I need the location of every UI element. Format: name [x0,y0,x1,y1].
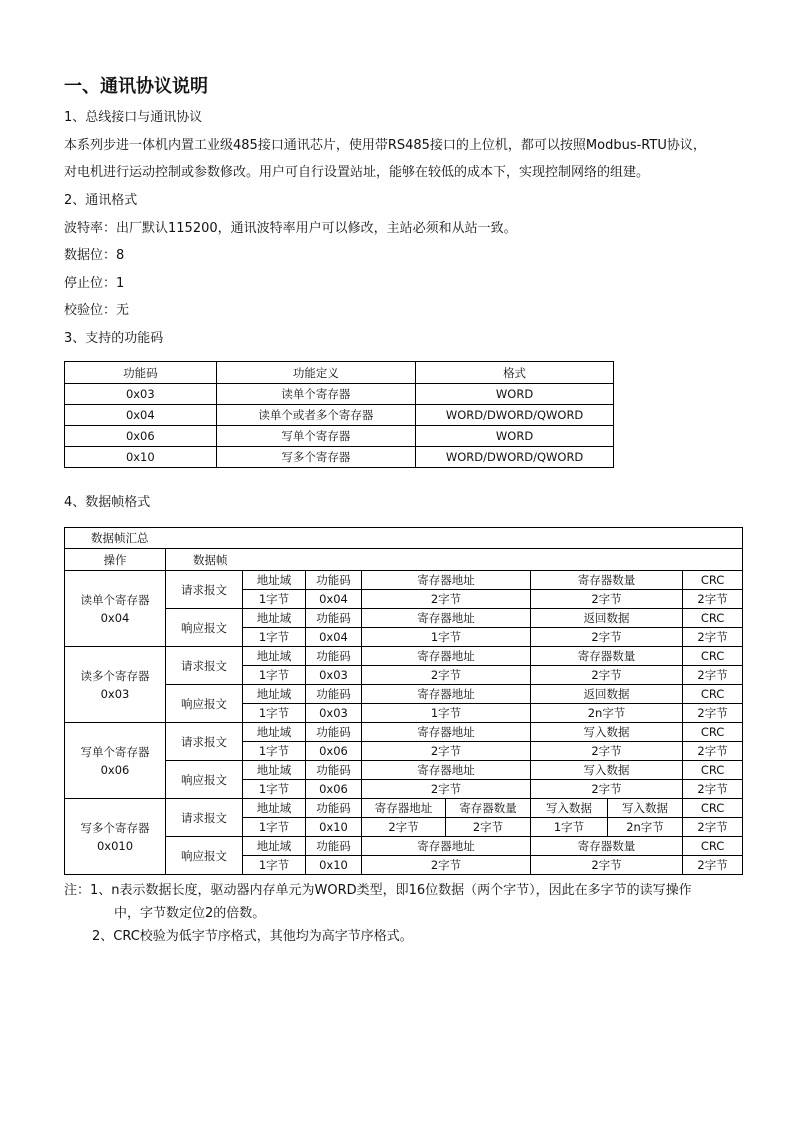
table-row [65,799,743,818]
table-row [65,647,743,666]
size-cell: 2字节 [683,856,743,875]
frame-table-title: 数据帧汇总 [65,528,743,549]
field-write-data: 写入数据 [608,799,683,818]
size-cell: 2字节 [683,628,743,647]
size-cell: 2字节 [683,818,743,837]
response-label: 响应报文 [166,761,243,799]
field-register-address: 寄存器地址 [362,609,531,628]
field-return-data: 返回数据 [531,685,683,704]
field-crc: CRC [683,571,743,590]
size-cell: 1字节 [243,742,306,761]
function-code-value: 0x03 [306,704,362,723]
size-cell: 2字节 [362,666,531,685]
header-cell: 功能码 [65,362,217,384]
size-cell: 1字节 [243,856,306,875]
field-return-data: 返回数据 [531,609,683,628]
field-function-code: 功能码 [306,837,362,856]
section-4-title: 4、数据帧格式 [64,495,151,510]
section-1-text-line1: 本系列步进一体机内置工业级485接口通讯芯片，使用带RS485接口的上位机，都可以按照Modbus-RTU协议， [64,138,706,153]
field-function-code: 功能码 [306,571,362,590]
operation-cell [65,647,166,723]
size-cell: 2n字节 [608,818,683,837]
section-1-text-line2: 对电机进行运动控制或参数修改。用户可自行设置站址，能够在较低的成本下，实现控制网络的组建。 [64,165,650,180]
size-cell: 2字节 [362,742,531,761]
function-code-value: 0x06 [306,780,362,799]
operation-name: 读多个寄存器 [80,668,150,683]
size-cell: 2字节 [446,818,531,837]
operation-name: 写单个寄存器 [80,744,150,759]
field-crc: CRC [683,723,743,742]
size-cell: 2字节 [362,856,531,875]
header-cell: 功能定义 [216,362,415,384]
field-function-code: 功能码 [306,685,362,704]
field-address: 地址域 [243,761,306,780]
field-address: 地址域 [243,609,306,628]
field-function-code: 功能码 [306,723,362,742]
request-label: 请求报文 [166,799,243,837]
field-crc: CRC [683,685,743,704]
operation-cell [65,723,166,799]
field-function-code: 功能码 [306,647,362,666]
field-register-count: 寄存器数量 [531,837,683,856]
table-row [65,447,614,468]
field-crc: CRC [683,647,743,666]
frame-header: 数据帧 [166,549,743,571]
function-code-value: 0x06 [306,742,362,761]
size-cell: 1字节 [243,628,306,647]
table-row [65,837,743,856]
size-cell: 1字节 [243,780,306,799]
function-code-table [64,361,614,468]
section-3-title: 3、支持的功能码 [64,331,164,346]
table-row [65,609,743,628]
function-code-value: 0x10 [306,856,362,875]
section-1-title: 1、总线接口与通讯协议 [64,110,203,125]
baud-rate-text: 波特率：出厂默认115200，通讯波特率用户可以修改，主站必须和从站一致。 [64,221,517,236]
response-label: 响应报文 [166,837,243,875]
table-header-row [65,362,614,384]
field-crc: CRC [683,837,743,856]
data-frame-table [64,527,743,875]
field-function-code: 功能码 [306,799,362,818]
size-cell: 2字节 [683,590,743,609]
format-cell: WORD [416,384,614,405]
page-title: 一、通讯协议说明 [64,76,208,97]
section-2-title: 2、通讯格式 [64,193,138,208]
field-crc: CRC [683,761,743,780]
size-cell: 2字节 [683,704,743,723]
function-code-cell: 0x06 [65,426,217,447]
function-code-value: 0x03 [306,666,362,685]
field-register-address: 寄存器地址 [362,837,531,856]
field-register-count: 寄存器数量 [531,647,683,666]
definition-cell: 读单个或者多个寄存器 [216,405,415,426]
field-register-address: 寄存器地址 [362,723,531,742]
table-row [65,685,743,704]
function-code-cell: 0x04 [65,405,217,426]
note-2: 2、CRC校验为低字节序格式，其他均为高字节序格式。 [92,929,413,944]
size-cell: 1字节 [243,704,306,723]
field-address: 地址域 [243,685,306,704]
field-register-address: 寄存器地址 [362,799,446,818]
field-address: 地址域 [243,571,306,590]
size-cell: 2字节 [531,742,683,761]
operation-cell [65,799,166,875]
operation-code: 0x03 [100,686,130,701]
table-row [65,426,614,447]
format-cell: WORD/DWORD/QWORD [416,405,614,426]
size-cell: 2字节 [683,780,743,799]
request-label: 请求报文 [166,571,243,609]
operation-header: 操作 [65,549,166,571]
size-cell: 2字节 [683,742,743,761]
format-cell: WORD/DWORD/QWORD [416,447,614,468]
function-code-cell: 0x03 [65,384,217,405]
field-register-count: 寄存器数量 [446,799,531,818]
operation-name: 读单个寄存器 [80,592,150,607]
data-bits-text: 数据位：8 [64,248,125,263]
function-code-value: 0x10 [306,818,362,837]
size-cell: 1字节 [362,704,531,723]
header-cell: 格式 [416,362,614,384]
parity-text: 校验位：无 [64,303,130,318]
table-row [65,723,743,742]
request-label: 请求报文 [166,647,243,685]
size-cell: 2字节 [531,666,683,685]
size-cell: 2字节 [362,590,531,609]
size-cell: 1字节 [243,666,306,685]
table-row [65,405,614,426]
field-write-data: 写入数据 [531,761,683,780]
format-cell: WORD [416,426,614,447]
field-address: 地址域 [243,647,306,666]
size-cell: 2字节 [362,780,531,799]
operation-code: 0x06 [100,762,130,777]
size-cell: 2字节 [531,628,683,647]
field-register-count: 寄存器数量 [531,571,683,590]
operation-code: 0x010 [96,838,134,853]
size-cell: 1字节 [243,590,306,609]
operation-cell [65,571,166,647]
note-1-line2: 中，字节数定位2的倍数。 [114,906,266,921]
size-cell: 2字节 [531,780,683,799]
field-address: 地址域 [243,723,306,742]
field-crc: CRC [683,609,743,628]
table-row [65,384,614,405]
size-cell: 1字节 [243,818,306,837]
field-register-address: 寄存器地址 [362,685,531,704]
size-cell: 2n字节 [531,704,683,723]
field-function-code: 功能码 [306,761,362,780]
operation-code: 0x04 [100,610,130,625]
definition-cell: 写多个寄存器 [216,447,415,468]
size-cell: 2字节 [683,666,743,685]
function-code-value: 0x04 [306,590,362,609]
size-cell: 1字节 [531,818,608,837]
field-register-address: 寄存器地址 [362,761,531,780]
field-register-address: 寄存器地址 [362,571,531,590]
table-row [65,571,743,590]
field-write-data: 写入数据 [531,799,608,818]
function-code-value: 0x04 [306,628,362,647]
response-label: 响应报文 [166,609,243,647]
field-crc: CRC [683,799,743,818]
field-function-code: 功能码 [306,609,362,628]
table-row [65,761,743,780]
field-address: 地址域 [243,837,306,856]
size-cell: 2字节 [362,818,446,837]
definition-cell: 写单个寄存器 [216,426,415,447]
stop-bits-text: 停止位：1 [64,276,125,291]
field-write-data: 写入数据 [531,723,683,742]
response-label: 响应报文 [166,685,243,723]
definition-cell: 读单个寄存器 [216,384,415,405]
size-cell: 2字节 [531,856,683,875]
size-cell: 2字节 [531,590,683,609]
operation-name: 写多个寄存器 [80,820,150,835]
field-address: 地址域 [243,799,306,818]
function-code-cell: 0x10 [65,447,217,468]
field-register-address: 寄存器地址 [362,647,531,666]
size-cell: 1字节 [362,628,531,647]
note-1-line1: 注：1、n表示数据长度，驱动器内存单元为WORD类型，即16位数据（两个字节），因此在多字节的读写操作 [64,883,692,898]
request-label: 请求报文 [166,723,243,761]
